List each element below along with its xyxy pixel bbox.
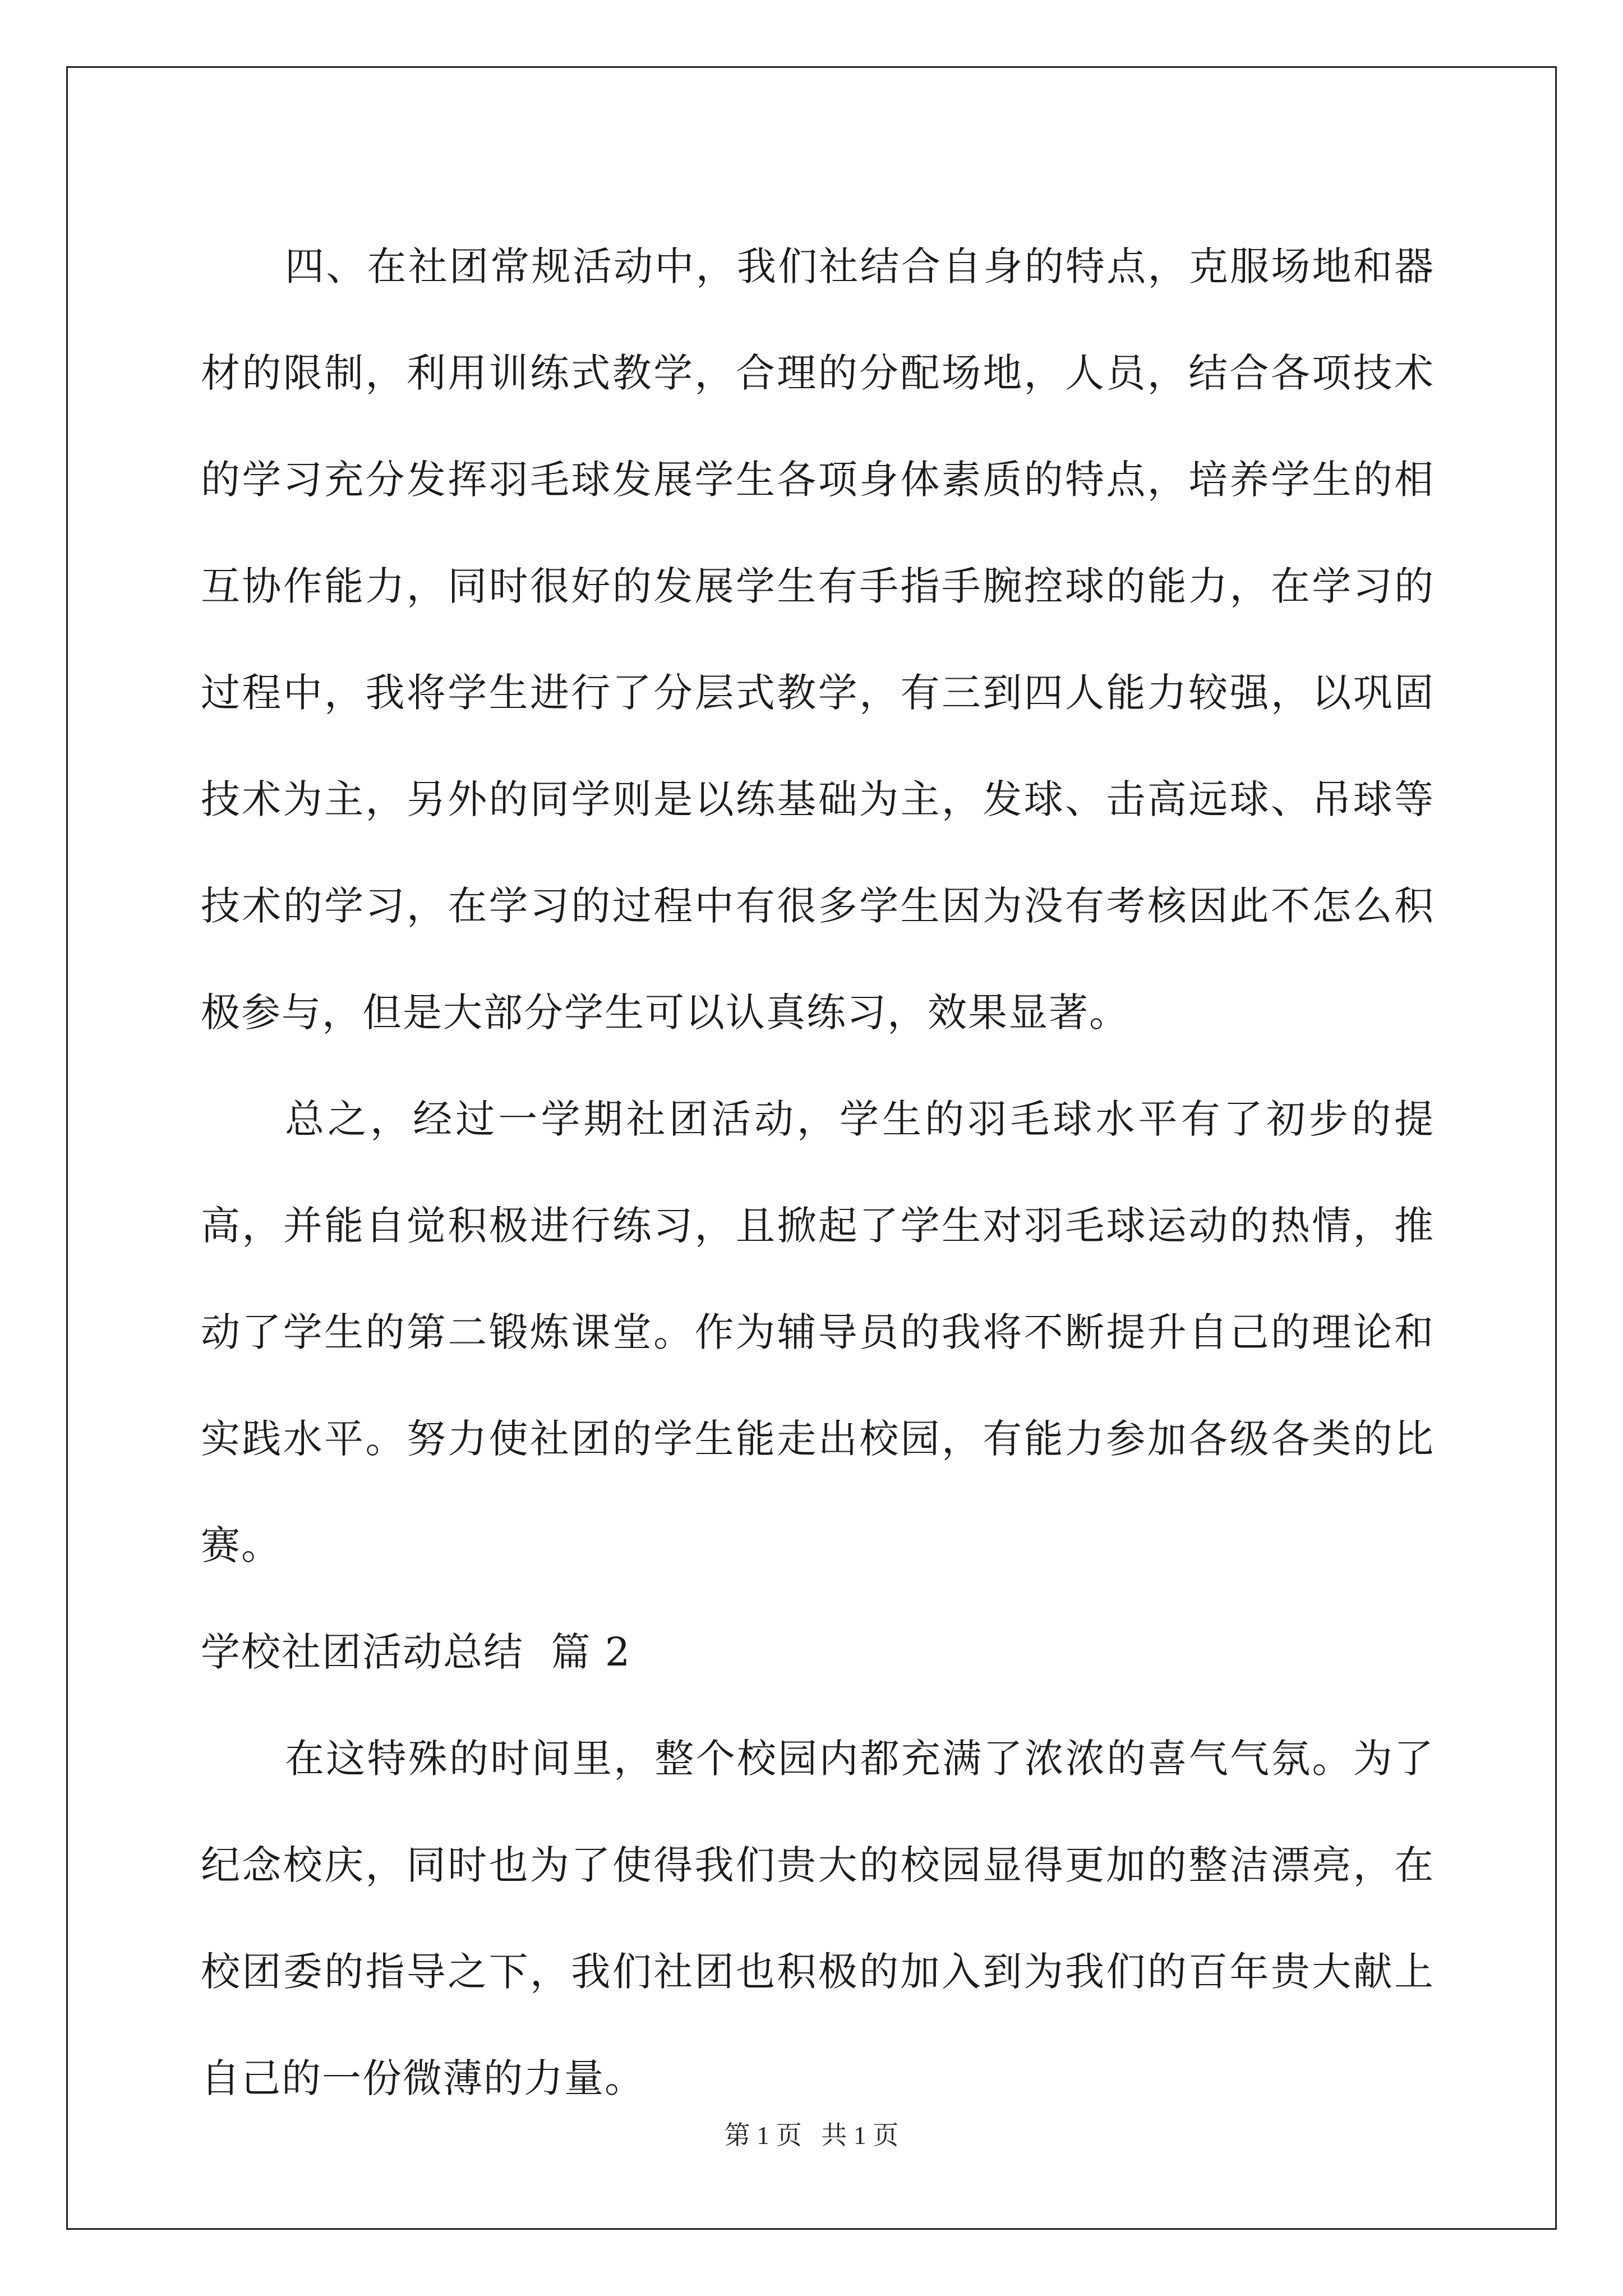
page-footer: 第 1 页 共 1 页 [724,2121,899,2150]
section-heading: 学校社团活动总结 篇 2 [201,1629,631,1675]
document-body [201,213,1435,2132]
paragraph: 总之，经过一学期社团活动，学生的羽毛球水平有了初步的提高，并能自觉积极进行练习，且掀起了学生对羽毛球运动的热情，推动了学生的第二锻炼课堂。作为辅导员的我将不断提升自己的理论和实践水平。努力使社团的学生能走出校园，有能力参加各级各类的比赛。 [201,1096,1435,1568]
paragraph: 四、在社团常规活动中，我们社结合自身的特点，克服场地和器材的限制，利用训练式教学，合理的分配场地，人员，结合各项技术的学习充分发挥羽毛球发展学生各项身体素质的特点，培养学生的相互协作能力，同时很好的发展学生有手指手腕控球的能力，在学习的过程中，我将学生进行了分层式教学，有三到四人能力较强，以巩固技术为主，另外的同学则是以练基础为主，发球、击高远球、吊球等技术的学习，在学习的过程中有很多学生因为没有考核因此不怎么积极参与，但是大部分学生可以认真练习，效果显著。 [201,243,1435,1036]
paragraph: 在这特殊的时间里，整个校园内都充满了浓浓的喜气气氛。为了纪念校庆，同时也为了使得我们贵大的校园显得更加的整洁漂亮，在校团委的指导之下，我们社团也积极的加入到为我们的百年贵大献上自己的一份微薄的力量。 [201,1736,1435,2101]
